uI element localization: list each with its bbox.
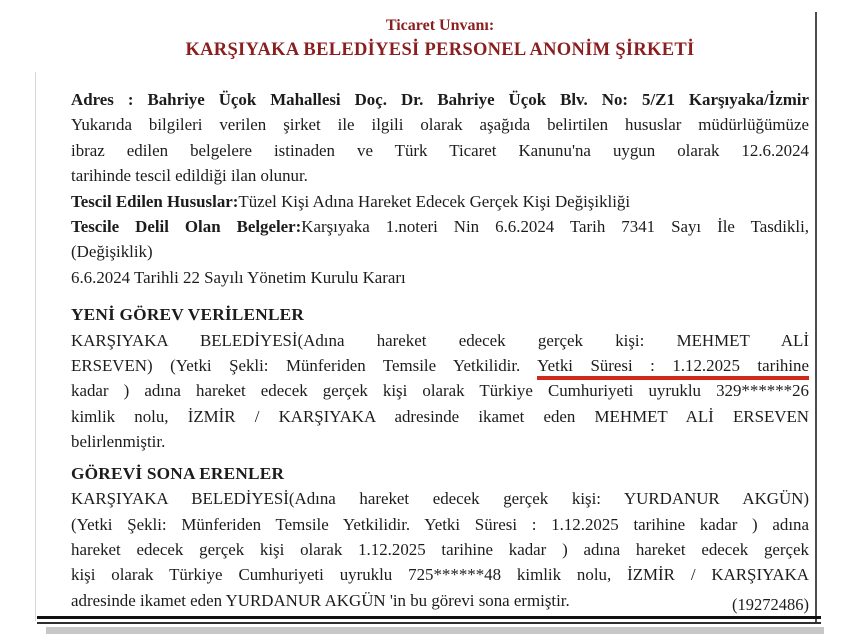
new-appointments-line-1: KARŞIYAKA BELEDİYESİ(Adına hareket edecek gerçek kişi: MEHMET ALİ bbox=[71, 330, 809, 350]
registered-matters-label: Tescil Edilen Hususlar: bbox=[71, 191, 239, 211]
right-column-rule bbox=[815, 12, 817, 622]
authority-duration-underlined-text: Yetki Süresi : 1.12.2025 tarihine bbox=[537, 356, 809, 380]
board-decision-line: 6.6.2024 Tarihli 22 Sayılı Yönetim Kurulu Kararı bbox=[71, 267, 406, 287]
registered-matters-value: Tüzel Kişi Adına Hareket Edecek Gerçek Kişi Değişikliği bbox=[238, 191, 631, 211]
new-appointments-line-4: kimlik nolu, İZMİR / KARŞIYAKA adresinde ikamet eden MEHMET ALİ ERSEVEN bbox=[71, 406, 809, 426]
new-appointments-line-2 bbox=[71, 353, 809, 378]
document-body bbox=[71, 87, 809, 613]
page-shadow bbox=[46, 627, 824, 634]
trade-name-label: Ticaret Unvanı: bbox=[385, 17, 495, 34]
term-ended-line-4: kişi olarak Türkiye Cumhuriyeti uyruklu 725******48 kimlik nolu, İZMİR / KARŞIYAKA bbox=[71, 565, 809, 585]
term-ended-line-2: (Yetki Şekli: Münferiden Temsile Yetkilidir. Yetki Süresi : 1.12.2025 tarihine kadar ) adına bbox=[71, 514, 809, 534]
evidence-documents-value: Karşıyaka 1.noteri Nin 6.6.2024 Tarih 7341 Sayı İle Tasdikli, bbox=[301, 217, 809, 237]
amendment-line: (Değişiklik) bbox=[71, 242, 153, 262]
new-appointments-line-5: belirlenmiştir. bbox=[71, 432, 166, 452]
term-ended-line-3: hareket edecek gerçek kişi olarak 1.12.2025 tarihine kadar ) adına hareket edecek gerçek bbox=[71, 539, 809, 559]
intro-line-3: tarihinde tescil edildiği ilan olunur. bbox=[71, 166, 308, 186]
new-appointments-heading: YENİ GÖREV VERİLENLER bbox=[71, 305, 305, 325]
authority-type-text: ERSEVEN) (Yetki Şekli: Münferiden Temsile Yetkilidir. bbox=[71, 356, 521, 376]
company-name: KARŞIYAKA BELEDİYESİ PERSONEL ANONİM ŞİRKETİ bbox=[185, 40, 695, 60]
left-column-rule bbox=[35, 72, 36, 621]
term-ended-heading: GÖREVİ SONA ERENLER bbox=[71, 463, 285, 483]
intro-line-2: ibraz edilen belgelere istinaden ve Türk Ticaret Kanunu'na uygun olarak 12.6.2024 bbox=[71, 140, 809, 160]
registered-matters-line bbox=[71, 189, 809, 214]
registry-number: (19272486) bbox=[732, 595, 809, 614]
bottom-double-rule bbox=[37, 616, 821, 624]
new-appointments-line-3: kadar ) adına hareket edecek gerçek kişi olarak Türkiye Cumhuriyeti uyruklu 329******26 bbox=[71, 381, 809, 401]
address-line: Adres : Bahriye Üçok Mahallesi Doç. Dr. Bahriye Üçok Blv. No: 5/Z1 Karşıyaka/İzmir bbox=[71, 90, 809, 109]
title-block bbox=[71, 17, 809, 61]
intro-line-1: Yukarıda bilgileri verilen şirket ile ilgili olarak aşağıda belirtilen hususlar müdürlüğümüze bbox=[71, 115, 809, 135]
evidence-documents-label: Tescile Delil Olan Belgeler: bbox=[71, 217, 302, 237]
term-ended-line-1: KARŞIYAKA BELEDİYESİ(Adına hareket edecek gerçek kişi: YURDANUR AKGÜN) bbox=[71, 489, 809, 509]
evidence-documents-line bbox=[71, 214, 809, 239]
term-ended-line-5: adresinde ikamet eden YURDANUR AKGÜN 'in bu görevi sona ermiştir. bbox=[71, 590, 570, 610]
